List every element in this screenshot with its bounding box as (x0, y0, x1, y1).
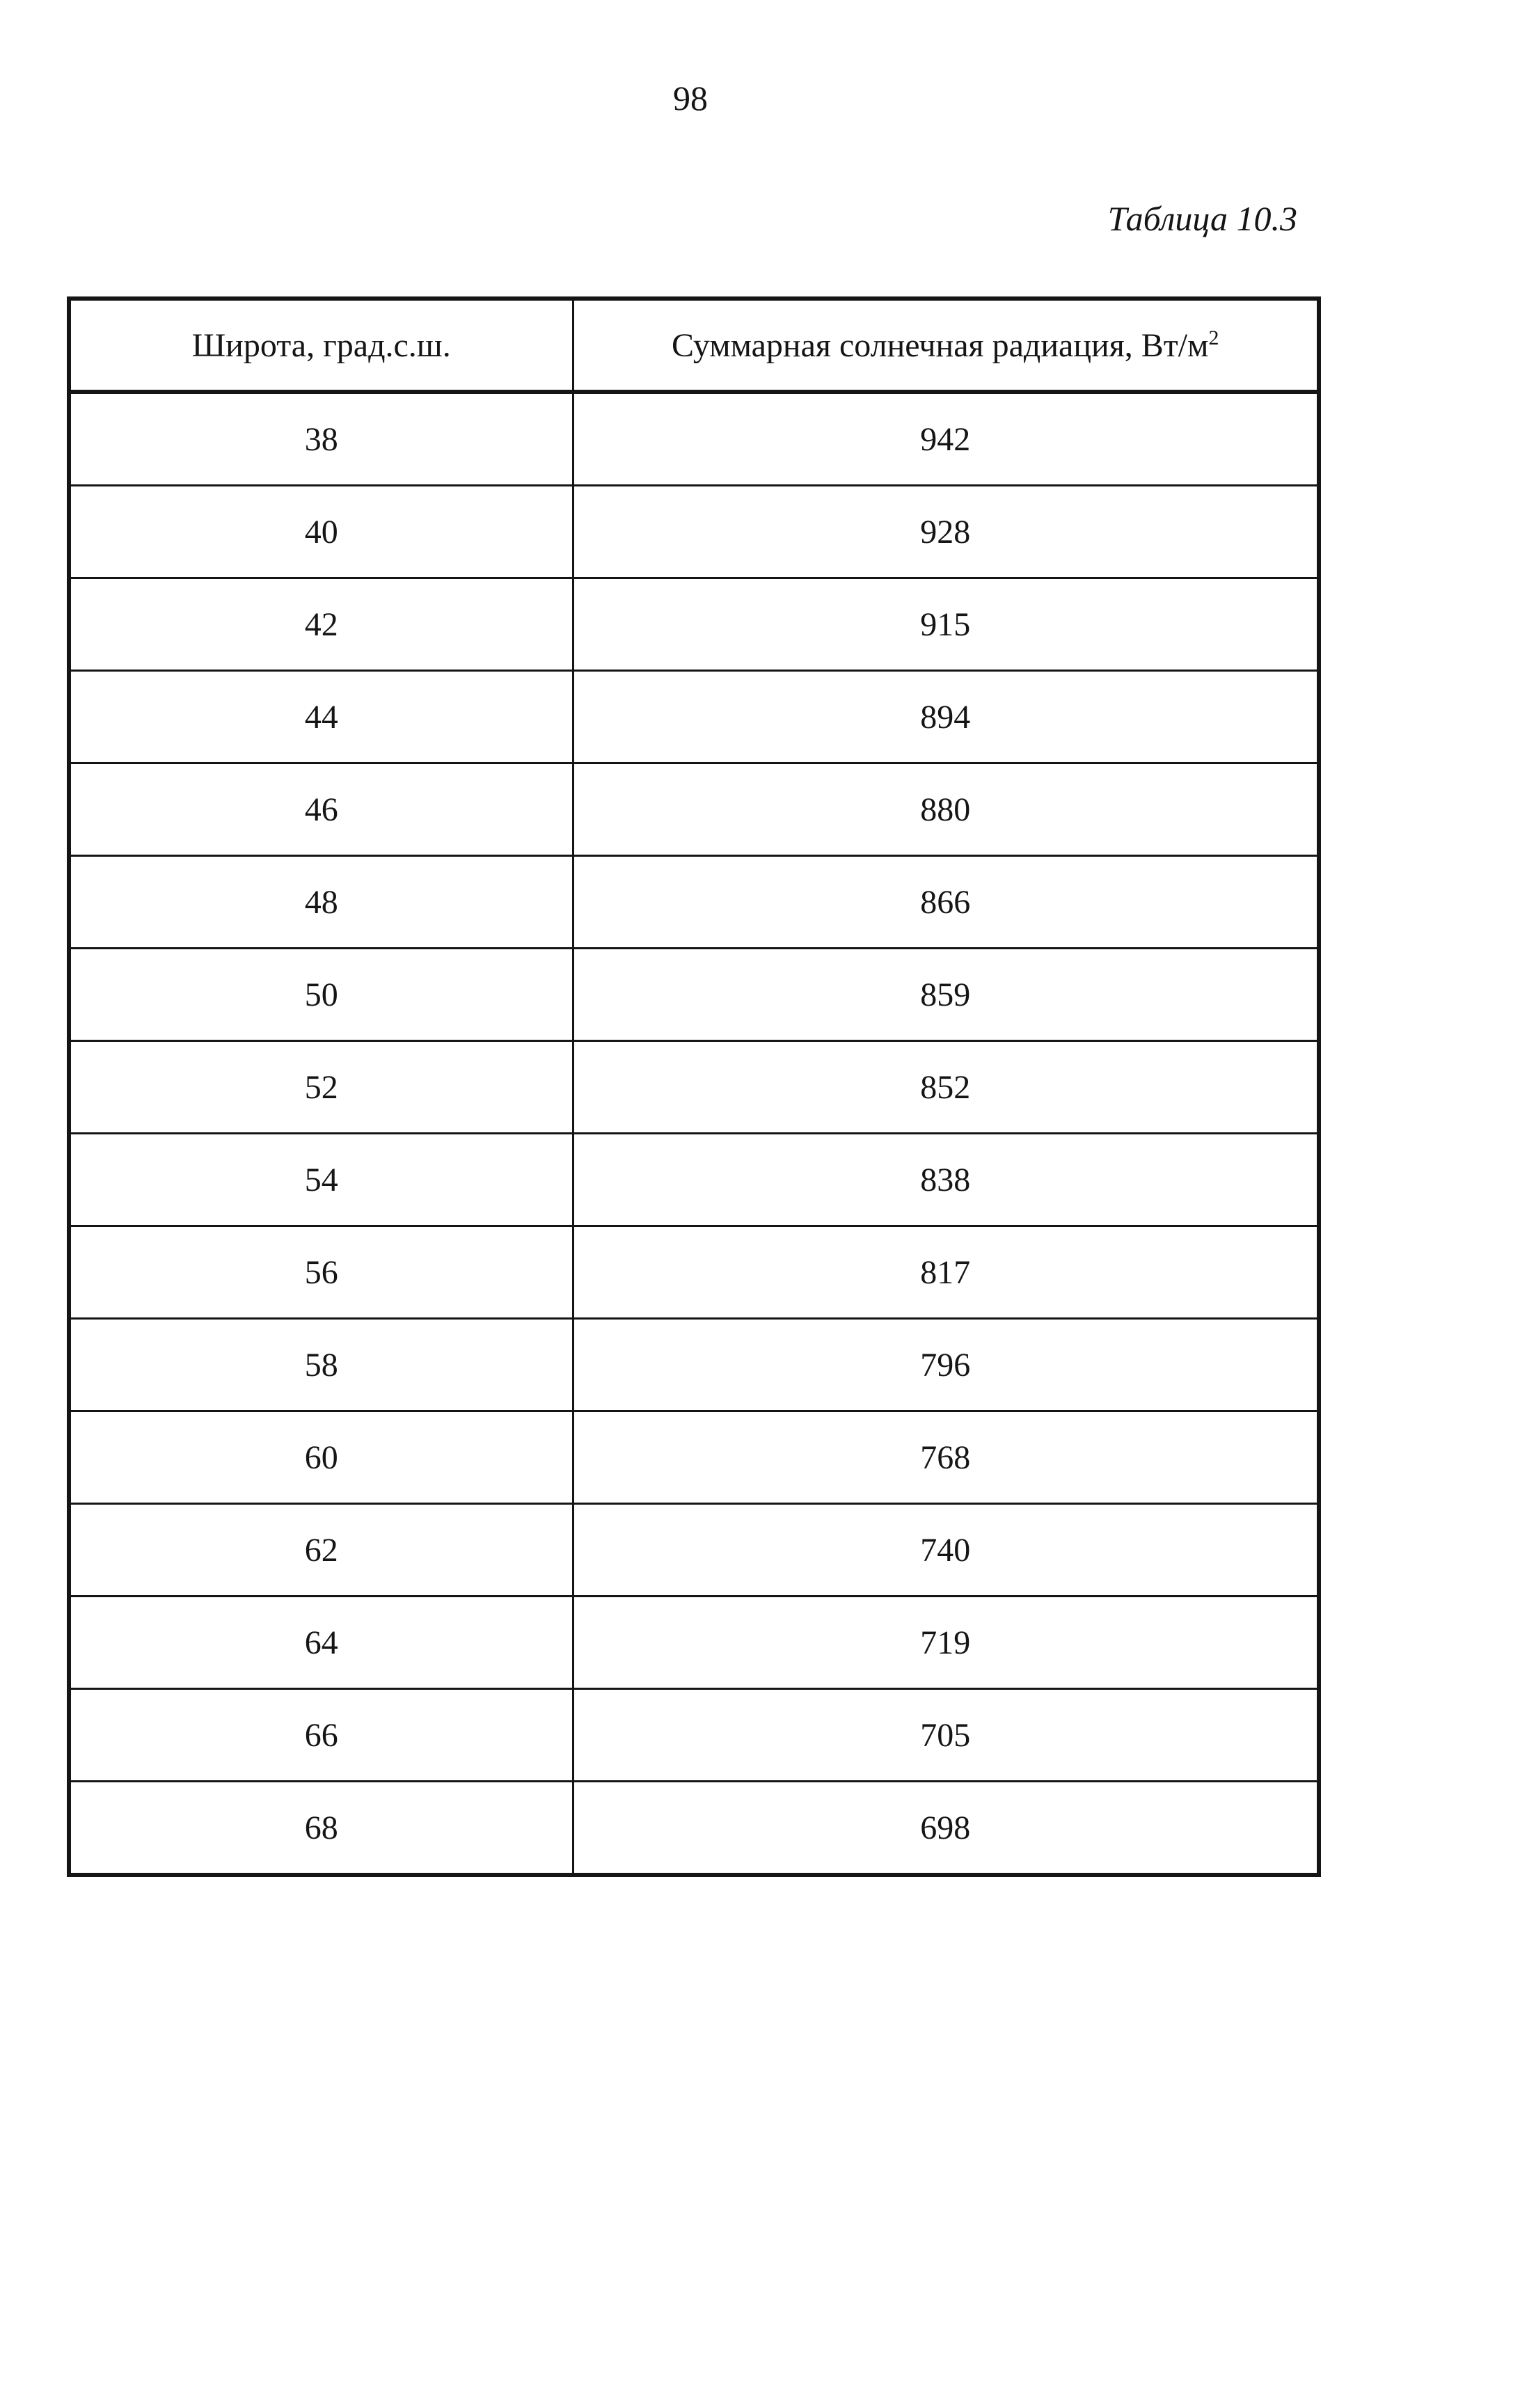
cell-radiation: 852 (573, 1041, 1319, 1134)
cell-latitude: 66 (69, 1689, 573, 1782)
table-row (69, 1134, 1319, 1226)
table-row (69, 1597, 1319, 1689)
cell-latitude: 42 (69, 578, 573, 671)
table-row (69, 1319, 1319, 1411)
cell-radiation: 915 (573, 578, 1319, 671)
cell-latitude: 62 (69, 1504, 573, 1597)
table-row (69, 578, 1319, 671)
cell-radiation: 866 (573, 856, 1319, 949)
cell-latitude: 38 (69, 392, 573, 486)
table-row (69, 1411, 1319, 1504)
header-radiation (573, 299, 1319, 392)
table-caption: Таблица 10.3 (1107, 199, 1297, 238)
cell-latitude: 58 (69, 1319, 573, 1411)
cell-latitude: 64 (69, 1597, 573, 1689)
cell-radiation: 880 (573, 763, 1319, 856)
table-row (69, 856, 1319, 949)
cell-radiation: 838 (573, 1134, 1319, 1226)
cell-latitude: 44 (69, 671, 573, 763)
cell-radiation: 942 (573, 392, 1319, 486)
table-row (69, 1041, 1319, 1134)
cell-latitude: 52 (69, 1041, 573, 1134)
cell-radiation: 719 (573, 1597, 1319, 1689)
table-row (69, 763, 1319, 856)
table-row (69, 1226, 1319, 1319)
table-row (69, 1689, 1319, 1782)
table-row (69, 392, 1319, 486)
cell-latitude: 54 (69, 1134, 573, 1226)
page-number: 98 (673, 79, 708, 118)
table-row (69, 671, 1319, 763)
cell-radiation: 705 (573, 1689, 1319, 1782)
cell-latitude: 56 (69, 1226, 573, 1319)
cell-latitude: 50 (69, 949, 573, 1041)
radiation-table (67, 296, 1321, 1877)
cell-latitude: 40 (69, 486, 573, 578)
cell-radiation: 894 (573, 671, 1319, 763)
table-header (69, 299, 1319, 392)
cell-latitude: 68 (69, 1782, 573, 1876)
cell-radiation: 698 (573, 1782, 1319, 1876)
table-body (69, 392, 1319, 1875)
header-radiation-text: Суммарная солнечная радиация, Вт/м (672, 326, 1209, 364)
table-row (69, 486, 1319, 578)
cell-radiation: 928 (573, 486, 1319, 578)
cell-radiation: 796 (573, 1319, 1319, 1411)
table-row (69, 1782, 1319, 1876)
cell-latitude: 60 (69, 1411, 573, 1504)
cell-latitude: 48 (69, 856, 573, 949)
cell-radiation: 859 (573, 949, 1319, 1041)
header-radiation-exponent: 2 (1208, 326, 1219, 349)
table-row (69, 1504, 1319, 1597)
table-row (69, 949, 1319, 1041)
cell-radiation: 817 (573, 1226, 1319, 1319)
cell-radiation: 740 (573, 1504, 1319, 1597)
header-latitude: Широта, град.с.ш. (69, 299, 573, 392)
header-row (69, 299, 1319, 392)
cell-radiation: 768 (573, 1411, 1319, 1504)
cell-latitude: 46 (69, 763, 573, 856)
